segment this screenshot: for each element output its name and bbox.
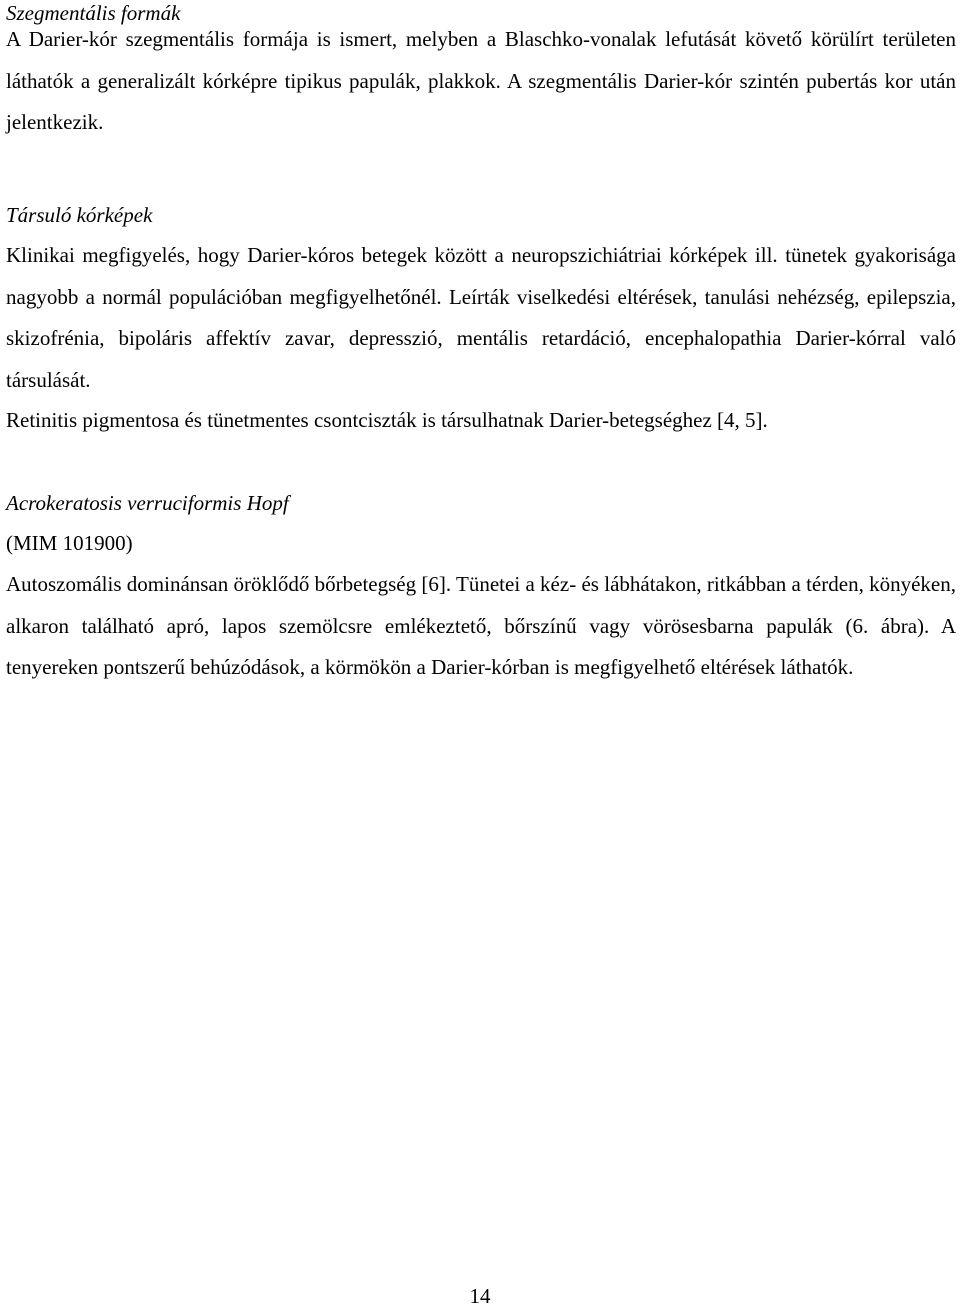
paragraph-tarsulo-2: Retinitis pigmentosa és tünetmentes csontciszták is társulhatnak Darier-betegséghez [4, 5]. (6, 408, 768, 432)
section-title-acrokeratosis: Acrokeratosis verruciformis Hopf (6, 491, 289, 515)
section-title-tarsulo: Társuló kórképek (6, 203, 153, 227)
section-title-szegmentalis: Szegmentális formák (6, 1, 181, 25)
page-number: 14 (469, 1284, 491, 1308)
paragraph-tarsulo-1: Klinikai megfigyelés, hogy Darier-kóros betegek között a neuropszichiátriai kórképek ill. tünetek gyakorisága nagyobb a normál populációban megfigyelhetőnél. Leírták viselkedési eltérések, tanulási nehézség, epilepszia, skizofrénia, bipoláris affektív zavar, depresszió, mentális retardáció, encephalopathia Darier-kórral való társulását. (6, 243, 956, 392)
paragraph-szegmentalis: A Darier-kór szegmentális formája is ismert, melyben a Blaschko-vonalak lefutását követő körülírt területen láthatók a generalizált kórképre tipikus papulák, plakkok. A szegmentális Darier-kór szintén pubertás kor után jelentkezik. (6, 27, 956, 134)
paragraph-acrokeratosis: Autoszomális dominánsan öröklődő bőrbetegség [6]. Tünetei a kéz- és lábhátakon, ritkábban a térden, könyéken, alkaron található apró, lapos szemölcsre emlékeztető, bőrszínű vagy vörösesbarna papulák (6. ábra). A tenyereken pontszerű behúzódások, a körmökön a Darier-kórban is megfigyelhető eltérések láthatók. (6, 572, 956, 679)
mim-number: (MIM 101900) (6, 531, 133, 555)
